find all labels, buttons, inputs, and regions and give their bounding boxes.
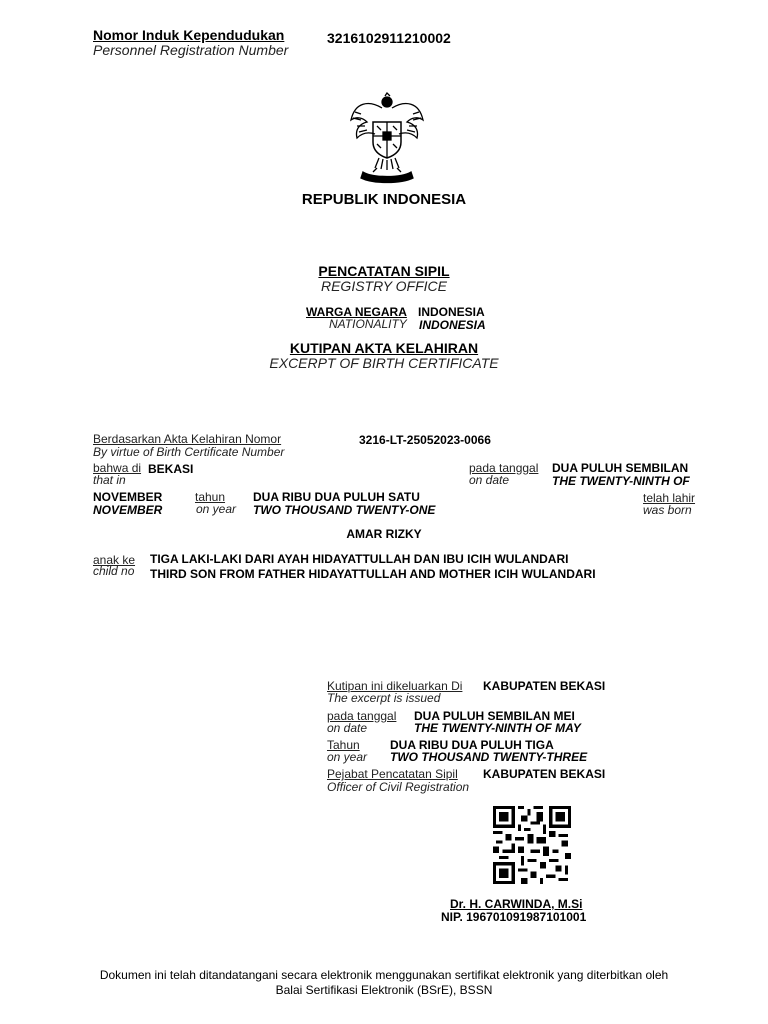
child-no-value: TIGA LAKI-LAKI DARI AYAH HIDAYATTULLAH DAN IBU ICIH WULANDARI bbox=[150, 552, 569, 566]
signer-nip: NIP. 196701091987101001 bbox=[441, 910, 587, 924]
child-no-label-en: child no bbox=[93, 564, 135, 578]
birth-date-label: pada tanggal bbox=[469, 461, 539, 475]
signer-name: Dr. H. CARWINDA, M.Si bbox=[450, 897, 583, 911]
born-label-en: was born bbox=[643, 503, 692, 517]
officer-label-en: Officer of Civil Registration bbox=[327, 780, 470, 794]
birth-date-value-en: THE TWENTY-NINTH OF bbox=[552, 474, 690, 488]
issued-label: Kutipan ini dikeluarkan Di bbox=[327, 679, 463, 693]
doc-title: KUTIPAN AKTA KELAHIRAN bbox=[289, 340, 479, 356]
child-no-value-en: THIRD SON FROM FATHER HIDAYATTULLAH AND MOTHER ICIH WULANDARI bbox=[150, 567, 596, 581]
issue-date-label: pada tanggal bbox=[327, 709, 397, 723]
nationality-label: WARGA NEGARA bbox=[306, 305, 407, 319]
place-label-en: that in bbox=[93, 473, 126, 487]
birth-date-label-en: on date bbox=[469, 473, 510, 487]
nik-label-en: Personnel Registration Number bbox=[93, 42, 289, 58]
nationality-label-en: NATIONALITY bbox=[329, 317, 407, 331]
birth-year-value: DUA RIBU DUA PULUH SATU bbox=[253, 490, 420, 504]
born-label: telah lahir bbox=[643, 491, 696, 505]
issue-year-label-en: on year bbox=[327, 750, 368, 764]
issue-year-label: Tahun bbox=[327, 738, 360, 752]
place-value: BEKASI bbox=[148, 462, 194, 476]
doc-title-en: EXCERPT OF BIRTH CERTIFICATE bbox=[269, 355, 499, 371]
garuda-emblem-icon bbox=[349, 92, 425, 184]
footer-line-2: Balai Sertifikasi Elektronik (BSrE), BSSN bbox=[275, 983, 493, 997]
nationality-value-en: INDONESIA bbox=[419, 318, 486, 332]
child-no-label: anak ke bbox=[93, 553, 136, 567]
officer-value: KABUPATEN BEKASI bbox=[483, 767, 606, 781]
nik-label: Nomor Induk Kependudukan bbox=[93, 27, 285, 43]
cert-no-label-en: By virtue of Birth Certificate Number bbox=[93, 445, 285, 459]
officer-label: Pejabat Pencatatan Sipil bbox=[327, 767, 458, 781]
country-title: REPUBLIK INDONESIA bbox=[301, 191, 467, 208]
issue-date-label-en: on date bbox=[327, 721, 368, 735]
birth-date-value: DUA PULUH SEMBILAN bbox=[552, 461, 689, 475]
birth-year-value-en: TWO THOUSAND TWENTY-ONE bbox=[253, 503, 436, 517]
birth-month-value: NOVEMBER bbox=[93, 490, 163, 504]
issue-date-value: DUA PULUH SEMBILAN MEI bbox=[414, 709, 575, 723]
office-title: PENCATATAN SIPIL bbox=[318, 263, 450, 279]
nationality-value: INDONESIA bbox=[418, 305, 485, 319]
footer-line-1: Dokumen ini telah ditandatangani secara elektronik menggunakan sertifikat elektronik yang diterbitkan oleh bbox=[99, 968, 669, 982]
place-label: bahwa di bbox=[93, 461, 142, 475]
cert-no-label: Berdasarkan Akta Kelahiran Nomor bbox=[93, 432, 282, 446]
office-title-en: REGISTRY OFFICE bbox=[320, 278, 447, 294]
nik-value: 3216102911210002 bbox=[327, 30, 451, 46]
issue-date-value-en: THE TWENTY-NINTH OF MAY bbox=[414, 721, 581, 735]
birth-year-label-en: on year bbox=[196, 502, 237, 516]
issue-year-value: DUA RIBU DUA PULUH TIGA bbox=[390, 738, 554, 752]
cert-no-value: 3216-LT-25052023-0066 bbox=[359, 433, 491, 447]
qr-code-icon bbox=[491, 806, 573, 884]
issued-label-en: The excerpt is issued bbox=[327, 691, 441, 705]
birth-year-label: tahun bbox=[195, 490, 226, 504]
issue-year-value-en: TWO THOUSAND TWENTY-THREE bbox=[390, 750, 588, 764]
birth-month-value-en: NOVEMBER bbox=[93, 503, 163, 517]
footer-note bbox=[0, 968, 768, 998]
issued-value: KABUPATEN BEKASI bbox=[483, 679, 606, 693]
child-name: AMAR RIZKY bbox=[346, 527, 422, 541]
